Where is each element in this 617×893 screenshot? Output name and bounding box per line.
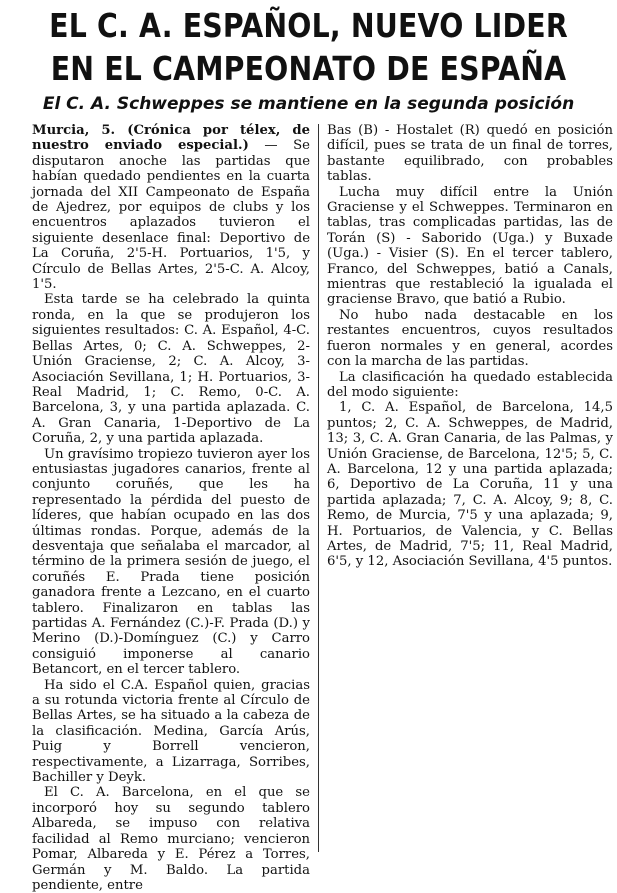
paragraph: Ha sido el C.A. Español quien, gracias a su rotunda victoria frente al Círculo de Bellas Artes, se ha situado a la cabeza de la clasificación. Medina, García Arús, Puig y Borrell vencieron, respectivamente, a Lizarraga, Sorribes, Bachiller y Deyk.	[32, 677, 310, 786]
paragraph: Lucha muy difícil entre la Unión Graciense y el Schweppes. Terminaron en tablas, tras complicadas partidas, las de Torán (S) - Saborido (Uga.) y Buxade (Uga.) - Visier (S). En el tercer tablero, Franco, del Schweppes, batió a Canals, mientras que restableció la igualada el graciense Bravo, que batió a Rubio.	[327, 184, 613, 308]
paragraph: Un gravísimo tropiezo tuvieron ayer los entusiastas jugadores canarios, frente al conjunto coruñés, que les ha representado la pérdida del puesto de líderes, que habían ocupado en las dos últimas rondas. Porque, además de la desventaja que señalaba el marcador, al término de la primera sesión de juego, el coruñés E. Prada tiene posición ganadora frente a Lezcano, en el cuarto tablero. Finalizaron en tablas las partidas A. Fernández (C.)-F. Prada (D.) y Merino (D.)-Domínguez (C.) y Carro consiguió imponerse al canario Betancort, en el tercer tablero.	[32, 446, 310, 678]
headline-line-2: EN EL CAMPEONATO DE ESPAÑA	[50, 49, 567, 88]
paragraph	[32, 123, 310, 292]
article-column-2	[327, 123, 613, 570]
paragraph: No hubo nada destacable en los restantes encuentros, cuyos resultados fueron normales y en general, acordes con la marcha de las partidas.	[327, 307, 613, 370]
column-divider	[318, 124, 319, 852]
dateline: Murcia, 5. (Crónica por télex, de nuestro enviado especial.)	[32, 123, 310, 154]
article-column-1	[32, 123, 310, 893]
paragraph: El C. A. Barcelona, en el que se incorporó hoy su segundo tablero Albareda, se impuso con relativa facilidad al Remo murciano; vencieron Pomar, Albareda y E. Pérez a Torres, Germán y M. Baldo. La partida pendiente, entre	[32, 785, 310, 893]
headline	[43, 4, 574, 90]
paragraph-text: — Se disputaron anoche las partidas que habían quedado pendientes en la cuarta jornada del XII Campeonato de España de Ajedrez, por equipos de clubs y los encuentros aplazados tuvieron el siguiente desenlace final: Deportivo de La Coruña, 2'5-H. Portuarios, 1'5, y Círculo de Bellas Artes, 2'5-C. A. Alcoy, 1'5.	[32, 138, 310, 293]
headline-line-1: EL C. A. ESPAÑOL, NUEVO LIDER	[49, 6, 568, 45]
subheadline: El C. A. Schweppes se mantiene en la segunda posición	[42, 94, 575, 114]
paragraph: Esta tarde se ha celebrado la quinta ronda, en la que se produjeron los siguientes resultados: C. A. Español, 4-C. Bellas Artes, 0; C. A. Schweppes, 2-Unión Graciense, 2; C. A. Alcoy, 3-Asociación Sevillana, 1; H. Portuarios, 3-Real Madrid, 1; C. Remo, 0-C. A. Barcelona, 3, y una partida aplazada. C. A. Gran Canaria, 1-Deportivo de La Coruña, 2, y una partida aplazada.	[32, 292, 310, 447]
standings-paragraph: 1, C. A. Español, de Barcelona, 14,5 puntos; 2, C. A. Schweppes, de Madrid, 13; 3, C. A. Gran Canaria, de las Palmas, y Unión Graciense, de Barcelona, 12'5; 5, C. A. Barcelona, 12 y una partida aplazada; 6, Deportivo de La Coruña, 11 y una partida aplazada; 7, C. A. Alcoy, 9; 8, C. Remo, de Murcia, 7'5 y una aplazada; 9, H. Portuarios, de Valencia, y C. Bellas Artes, de Madrid, 7'5; 11, Real Madrid, 6'5, y 12, Asociación Sevillana, 4'5 puntos.	[327, 400, 613, 570]
paragraph: La clasificación ha quedado establecida del modo siguiente:	[327, 369, 613, 400]
paragraph: Bas (B) - Hostalet (R) quedó en posición difícil, pues se trata de un final de torres, bastante equilibrado, con probables tablas.	[327, 123, 613, 185]
